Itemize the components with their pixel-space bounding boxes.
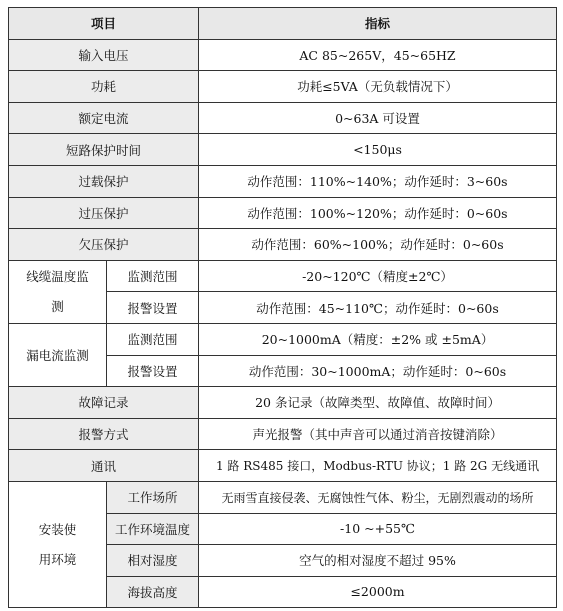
row-value: 功耗≤5VA（无负载情况下）: [199, 71, 557, 103]
row-value: AC 85~265V，45~65HZ: [199, 39, 557, 71]
row-label: 额定电流: [9, 102, 199, 134]
sub-label: 相对湿度: [107, 545, 199, 577]
row-value: 1 路 RS485 接口，Modbus-RTU 协议；1 路 2G 无线通讯: [199, 450, 557, 482]
row-value: 动作范围：60%~100%；动作延时：0~60s: [199, 229, 557, 261]
header-item: 项目: [9, 8, 199, 40]
table-header-row: [9, 8, 557, 40]
row-label: 功耗: [9, 71, 199, 103]
table-row: [9, 197, 557, 229]
sub-label: 报警设置: [107, 355, 199, 387]
row-value: 动作范围：110%~140%；动作延时：3~60s: [199, 165, 557, 197]
group-label-line: 测: [51, 298, 64, 314]
table-row: [9, 323, 557, 355]
row-label: 过压保护: [9, 197, 199, 229]
row-value: <150μs: [199, 134, 557, 166]
table-row: [9, 418, 557, 450]
sub-label: 监测范围: [107, 323, 199, 355]
row-value: 20 条记录（故障类型、故障值、故障时间）: [199, 387, 557, 419]
table-row: [9, 71, 557, 103]
group-label-cable-temp: [9, 260, 107, 323]
row-value: -10 ~+55℃: [199, 513, 557, 545]
spec-table: [8, 7, 557, 608]
table-row: [9, 481, 557, 513]
sub-label: 监测范围: [107, 260, 199, 292]
sub-label: 报警设置: [107, 292, 199, 324]
group-label-install: [9, 481, 107, 607]
row-label: 过载保护: [9, 165, 199, 197]
row-value: 动作范围：45~110℃；动作延时：0~60s: [199, 292, 557, 324]
group-label-line: 安装使: [38, 521, 77, 537]
table-row: [9, 260, 557, 292]
row-label: 通讯: [9, 450, 199, 482]
row-value: 声光报警（其中声音可以通过消音按键消除）: [199, 418, 557, 450]
row-value: 0~63A 可设置: [199, 102, 557, 134]
row-label: 输入电压: [9, 39, 199, 71]
sub-label: 工作场所: [107, 481, 199, 513]
group-label-line: 线缆温度监: [26, 268, 89, 284]
table-row: [9, 387, 557, 419]
header-spec: 指标: [199, 8, 557, 40]
sub-label: 海拔高度: [107, 576, 199, 608]
row-value: 动作范围：30~1000mA；动作延时：0~60s: [199, 355, 557, 387]
group-label-leakage: 漏电流监测: [9, 323, 107, 386]
table-row: [9, 165, 557, 197]
row-value: 20~1000mA（精度：±2% 或 ±5mA）: [199, 323, 557, 355]
table-row: [9, 102, 557, 134]
table-row: [9, 229, 557, 261]
row-label: 欠压保护: [9, 229, 199, 261]
table-row: [9, 134, 557, 166]
table-row: [9, 450, 557, 482]
row-value: ≤2000m: [199, 576, 557, 608]
row-label: 故障记录: [9, 387, 199, 419]
table-row: [9, 39, 557, 71]
sub-label: 工作环境温度: [107, 513, 199, 545]
row-value: 动作范围：100%~120%；动作延时：0~60s: [199, 197, 557, 229]
row-value: -20~120℃（精度±2℃）: [199, 260, 557, 292]
row-label: 短路保护时间: [9, 134, 199, 166]
group-label-line: 用环境: [38, 551, 77, 567]
row-value: 无雨雪直接侵袭、无腐蚀性气体、粉尘，无剧烈震动的场所: [199, 481, 557, 513]
row-value: 空气的相对湿度不超过 95%: [199, 545, 557, 577]
row-label: 报警方式: [9, 418, 199, 450]
